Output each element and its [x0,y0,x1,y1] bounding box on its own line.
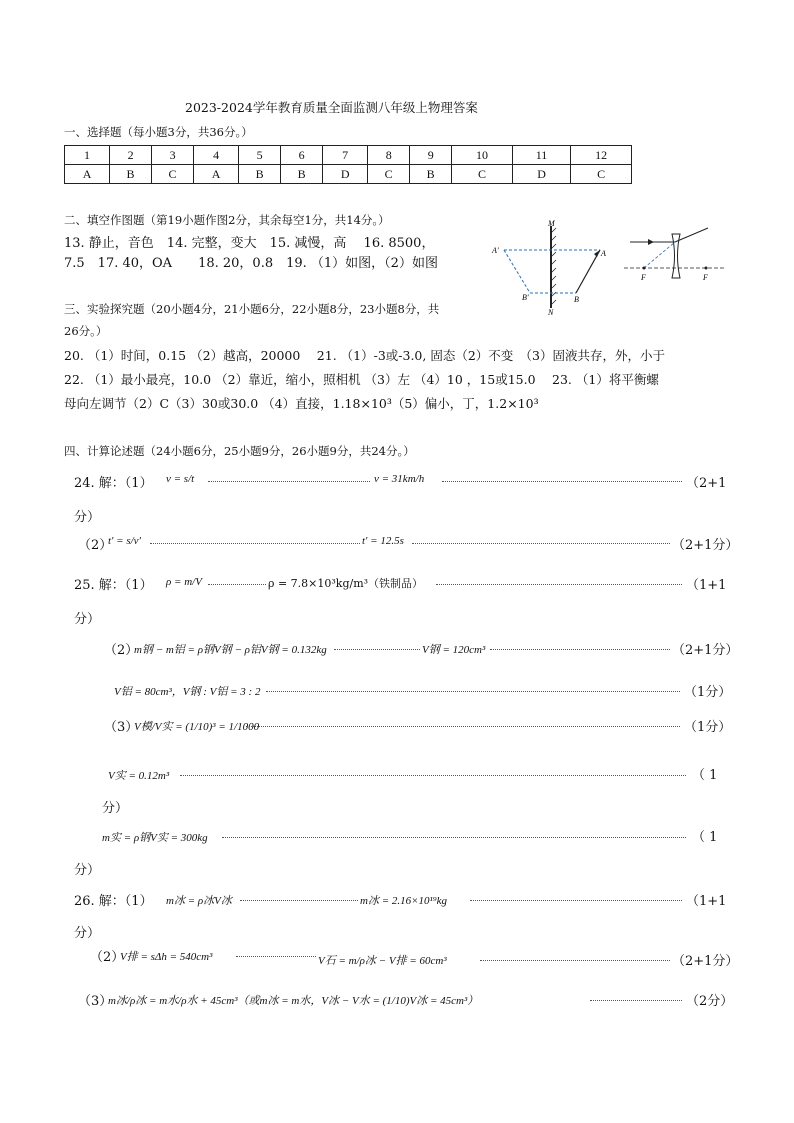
q26-formula1: m冰 = ρ冰V冰 [166,895,232,907]
q24-result2: t' = 12.5s [362,535,404,547]
lens-figure [622,226,726,286]
answer-table-answers [65,165,632,184]
q25-prefix3: （3） [104,720,139,735]
table-cell: 10 [452,146,513,165]
label-f-right: F [703,273,708,282]
page-title: 2023-2024学年教育质量全面监测八年级上物理答案 [185,100,478,115]
table-cell: C [152,165,194,184]
mirror-figure [488,216,618,316]
q26-result2: V石 = m/ρ冰 − V排 = 60cm³ [318,955,447,967]
q25-score5a: （ 1 [692,768,718,783]
table-cell: 5 [239,146,281,165]
q26-prefix3: （3） [78,994,113,1009]
q25-prefix: 25. 解：（1） [74,578,153,593]
q25-formula6: m实 = ρ钢V实 = 300kg [102,832,208,844]
label-a: A [601,249,606,258]
table-cell: 8 [368,146,410,165]
q24-prefix: 24. 解：（1） [74,476,153,491]
q26-score1b: 分） [74,926,101,941]
table-cell: 2 [110,146,152,165]
q24-score2: （2+1分） [672,538,739,553]
q25-score3: （1分） [684,685,732,700]
section4-heading: 四、计算论述题（24小题6分，25小题9分，26小题9分，共24分。） [64,444,415,458]
label-n: N [548,308,554,316]
table-cell: 11 [512,146,571,165]
focus-left [643,267,646,270]
q26-prefix2: （2） [90,950,125,965]
label-b: B [574,295,579,304]
answer-table [64,145,632,184]
image-line [504,250,530,293]
leader-dots [240,900,358,901]
q24-formula2: t' = s/v' [108,535,141,547]
q25-prefix2: （2） [104,643,139,658]
label-m: M [548,219,555,228]
table-cell: A [65,165,110,184]
leader-dots [442,481,682,482]
leader-dots [222,837,686,838]
table-cell: A [194,165,239,184]
leader-dots [480,960,670,961]
label-b-prime: B' [522,293,529,302]
q26-score3: （2分） [686,994,734,1009]
arrow-head [594,250,600,257]
q24-score1b: 分） [74,510,101,525]
leader-dots [412,543,670,544]
q26-formula2: V排 = sΔh = 540cm³ [120,951,213,963]
leader-dots [180,775,686,776]
q26-score1a: （1+1 [686,894,727,909]
q25-result1: ρ = 7.8×10³kg/m³（铁制品） [268,577,424,590]
object-arrow [576,250,600,293]
table-cell: D [323,165,368,184]
q25-score6a: （ 1 [692,830,718,845]
section3-heading: 三、实验探究题（20小题4分，21小题6分，22小题8分，23小题8分，共 [64,302,440,316]
section2-heading: 二、填空作图题（第19小题作图2分，其余每空1分，共14分。） [64,213,390,227]
leader-dots [150,543,360,544]
focus-right [705,267,708,270]
table-cell: 7 [323,146,368,165]
q25-formula4: V模/V实 = (1/10)³ = 1/1000 [134,721,260,733]
q25-formula2: m钢 − m铝 = ρ钢V钢 − ρ铝V钢 = 0.132kg [134,644,327,656]
leader-dots [246,726,680,727]
q25-formula3: V铝 = 80cm³，V钢 : V铝 = 3 : 2 [114,686,261,698]
table-cell: 9 [410,146,452,165]
leader-dots [470,900,682,901]
section2-line1: 13. 静止，音色 14. 完整，变大 15. 减慢，高 16. 8500， [64,236,435,251]
leader-dots [436,584,682,585]
label-f-left: F [641,273,646,282]
leader-dots [236,956,316,957]
table-cell: 12 [571,146,632,165]
q25-result2: V钢 = 120cm³ [422,644,486,656]
table-cell: C [368,165,410,184]
table-cell: 4 [194,146,239,165]
table-cell: 6 [281,146,323,165]
table-cell: D [512,165,571,184]
leader-dots [590,1000,682,1001]
leader-dots [334,649,420,650]
section3-line2: 22. （1）最小最亮，10.0 （2）靠近，缩小，照相机 （3）左 （4）10 ，15或15.0 23. （1）将平衡螺 [64,372,659,387]
leader-dots [490,649,670,650]
table-cell: B [281,165,323,184]
q25-score1a: （1+1 [686,578,727,593]
q25-score6b: 分） [74,863,101,878]
section2-line2: 7.5 17. 40，OA 18. 20，0.8 19. （1）如图，（2）如图 [64,256,438,271]
extension-line [644,242,675,268]
table-cell: B [410,165,452,184]
q25-score2: （2+1分） [672,643,739,658]
table-cell: 1 [65,146,110,165]
q25-formula1: ρ = m/V [166,576,202,588]
leader-dots [208,481,370,482]
q25-score1b: 分） [74,612,101,627]
q24-score1a: （2+1 [686,476,727,491]
leader-dots [266,691,680,692]
answer-table-numbers [65,146,632,165]
table-cell: B [239,165,281,184]
q24-prefix2: （2） [78,538,113,553]
q24-result1: v = 31km/h [374,473,425,485]
q24-formula1: v = s/t [166,473,195,485]
section3-line1: 20. （1）时间，0.15 （2）越高，20000 21. （1）-3或-3.0, 固态（2）不变 （3）固液共存，外，小于 [64,348,665,363]
q25-formula5: V实 = 0.12m³ [108,770,170,782]
label-a-prime: A' [492,246,499,255]
table-cell: 3 [152,146,194,165]
table-cell: C [571,165,632,184]
table-cell: C [452,165,513,184]
ray-arrow [648,239,654,245]
q26-result1: m冰 = 2.16×10¹⁹kg [360,895,448,907]
q25-score5b: 分） [102,801,129,816]
section3-heading-cont: 26分。） [64,324,108,338]
section1-heading: 一、选择题（每小题3分，共36分。） [64,125,253,139]
section3-line3: 母向左调节（2）C（3）30或30.0 （4）直接，1.18×10³（5）偏小，丁，1.2×10³ [64,396,539,411]
leader-dots [208,584,266,585]
q25-score4: （1分） [684,720,732,735]
q26-score2: （2+1分） [672,954,739,969]
table-cell: B [110,165,152,184]
q26-formula3: m冰/ρ冰 = m水/ρ水 + 45cm³（或m冰 = m水，V冰 − V水 = (1/10)V冰 = 45cm³） [108,995,479,1007]
q26-prefix: 26. 解：（1） [74,894,153,909]
